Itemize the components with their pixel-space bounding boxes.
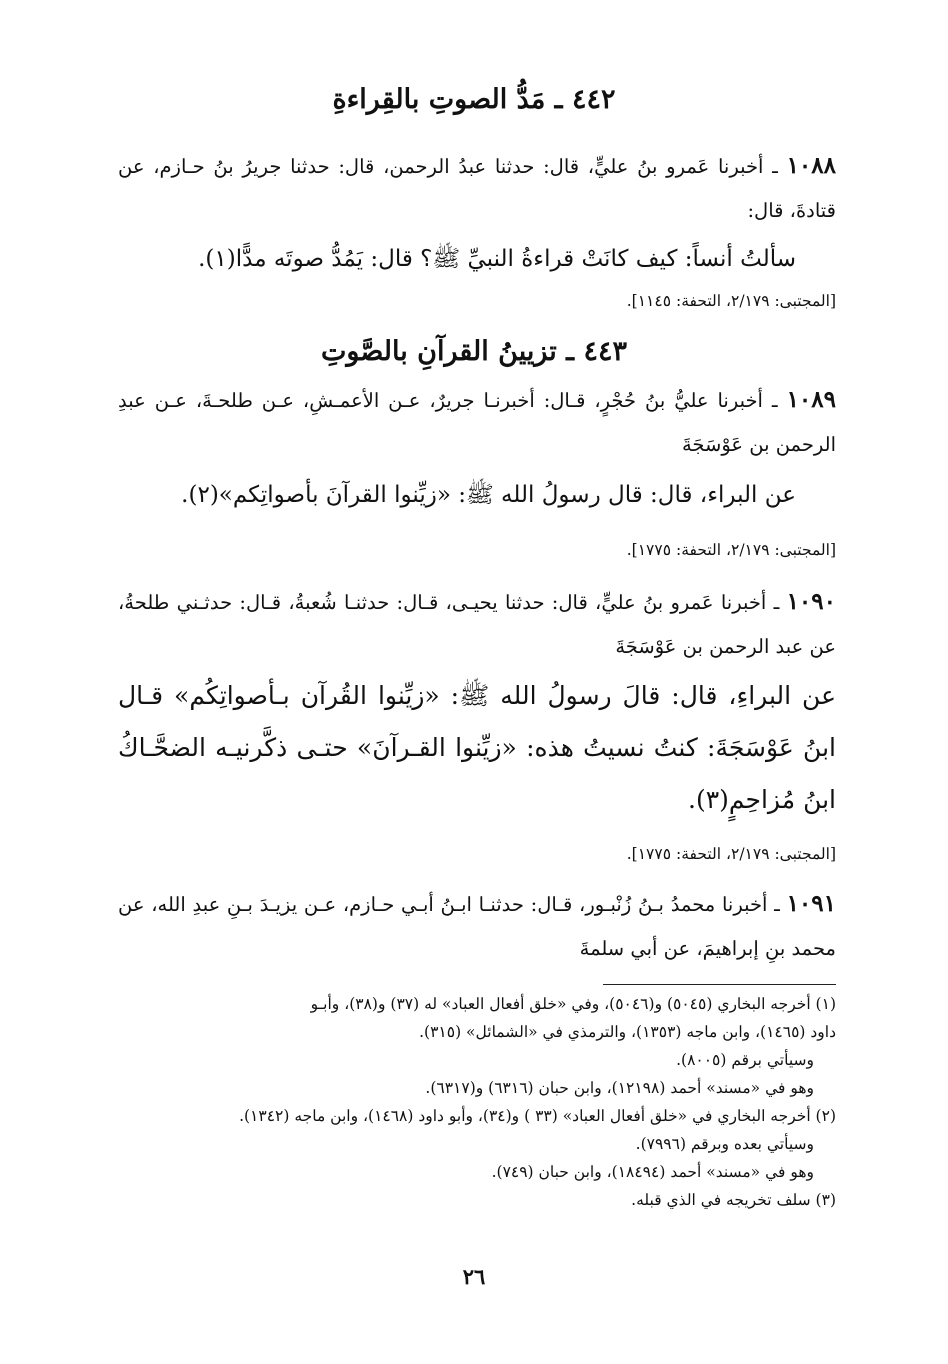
- hadith-isnad-text: ـ أخبرنا عَمرو بنُ عليٍّ، قال: حدثنا يحيـى، قـال: حدثنـا شُعبةُ، قـال: حدثـني طلحةُ، عن عبد الرحمن بن عَوْسَجَةَ: [118, 591, 836, 658]
- footnote-line: (٣) سلف تخريجه في الذي قبله.: [631, 1191, 836, 1209]
- hadith-number: ١٠٨٩: [786, 386, 836, 413]
- footnote-line: وهو في «مسند» أحمد (١٢١٩٨)، وابن حبان (٦٣١٦) و(٦٣١٧).: [425, 1079, 814, 1097]
- hadith-1091-isnad: [118, 882, 836, 971]
- footnote-line: (١) أخرجه البخاري (٥٠٤٥) و(٥٠٤٦)، وفي «خلق أفعال العباد» له (٣٧) و(٣٨)، وأبـو: [310, 995, 836, 1013]
- chapter-heading-443: ٤٤٣ ـ تزيينُ القرآنِ بالصَّوتِ: [320, 336, 627, 367]
- hadith-1089-matn: عن البراء، قال: قال رسولُ الله ﷺ: «زيِّنوا القرآنَ بأصواتِكم»(٢).: [181, 482, 796, 508]
- hadith-1088-ref: [المجتبى: ٢/١٧٩، التحفة: ١١٤٥].: [626, 292, 836, 310]
- hadith-1090-matn: عن البراءِ، قال: قالَ رسولُ الله ﷺ: «زيِّنوا القُرآن بـأصواتِكُم» قـال ابنُ عَوْسَجَةَ: كنتُ نسيتُ هذه: «زيِّنوا القـرآنَ» حتـى ذكَّرنيـه الضحَّـاكُ ابنُ مُزاحِمٍ(٣).: [118, 681, 836, 814]
- page-number: ٢٦: [462, 1264, 486, 1289]
- footnote-separator: [603, 984, 836, 985]
- hadith-1088-isnad: [118, 144, 836, 233]
- footnote-line: وسيأتي برقم (٨٠٠٥).: [676, 1051, 814, 1069]
- hadith-isnad-text: ـ أخبرنا محمدُ بـنُ زُنْبـور، قـال: حدثنـا ابـنُ أبـي حـازم، عـن يزيـدَ بـنِ عبدِ الله، عن محمد بنِ إبراهيمَ، عن أبي سلمةَ: [118, 893, 836, 960]
- hadith-1089-ref: [المجتبى: ٢/١٧٩، التحفة: ١٧٧٥].: [626, 541, 836, 559]
- footnote-line: (٢) أخرجه البخاري في «خلق أفعال العباد» (٣٣ ) و(٣٤)، وأبو داود (١٤٦٨)، وابن ماجه (١٣٤٢).: [239, 1107, 836, 1125]
- footnote-line: داود (١٤٦٥)، وابن ماجه (١٣٥٣)، والترمذي في «الشمائل» (٣١٥).: [419, 1023, 836, 1041]
- hadith-1090-isnad: [118, 580, 836, 669]
- footnotes: [118, 990, 836, 1214]
- hadith-isnad-text: ـ أخبرنا عليُّ بنُ حُجْرٍ، قـال: أخبرنـا جريرٌ، عـن الأعمـشِ، عـن طلحـةَ، عـن عبدِ الرحمن بن عَوْسَجَةَ: [118, 389, 836, 456]
- hadith-number: ١٠٩٠: [786, 588, 836, 615]
- hadith-isnad-text: ـ أخبرنا عَمرو بنُ عليٍّ، قال: حدثنا عبدُ الرحمن، قال: حدثنا جريرُ بنُ حـازم، عن قتادةَ، قال:: [118, 155, 836, 222]
- hadith-1089-isnad: [118, 378, 836, 467]
- footnote-line: وهو في «مسند» أحمد (١٨٤٩٤)، وابن حبان (٧٤٩).: [491, 1163, 814, 1181]
- chapter-heading-442: ٤٤٢ ـ مَدُّ الصوتِ بالقِراءةِ: [332, 84, 616, 115]
- hadith-number: ١٠٨٨: [786, 152, 836, 179]
- footnote-line: وسيأتي بعده وبرقم (٧٩٩٦).: [635, 1135, 814, 1153]
- hadith-1090-ref: [المجتبى: ٢/١٧٩، التحفة: ١٧٧٥].: [626, 845, 836, 863]
- hadith-1088-matn: سألتُ أنساً: كيف كانَتْ قراءةُ النبيِّ ﷺ؟ قال: يَمُدُّ صوتَه مدًّا(١).: [198, 246, 796, 272]
- hadith-number: ١٠٩١: [786, 890, 836, 917]
